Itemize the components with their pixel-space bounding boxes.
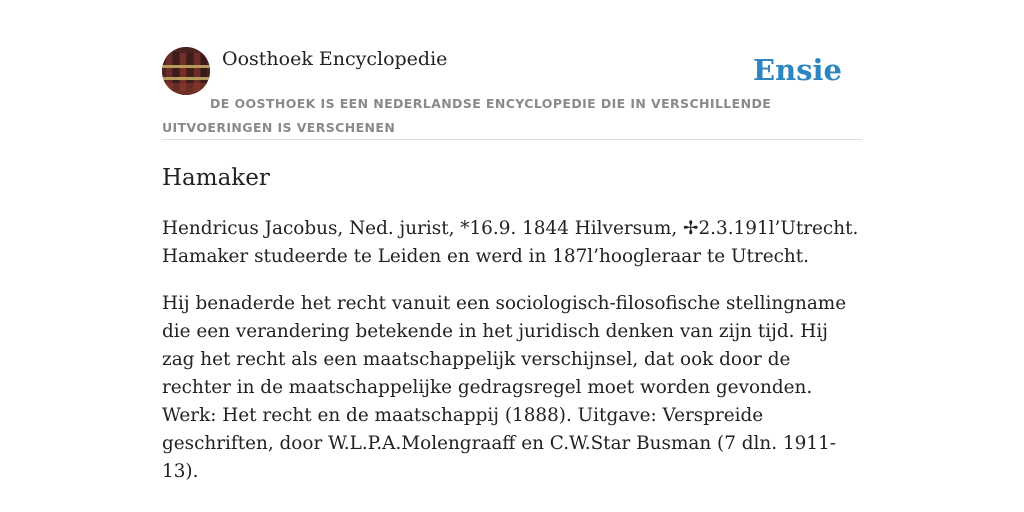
header-divider xyxy=(162,139,862,140)
article xyxy=(162,162,862,486)
site-title[interactable]: Oosthoek Encyclopedie xyxy=(222,48,448,70)
entry-title: Hamaker xyxy=(162,165,270,191)
article-paragraph: Hendricus Jacobus, Ned. jurist, *16.9. 1844 Hilversum, ✢2.3.191l’Utrecht. Hamaker studeerde te Leiden en werd in 187l’hoogleraar te Utrecht. xyxy=(162,218,859,267)
brand-logo[interactable]: Ensie xyxy=(753,53,842,87)
site-tagline: DE OOSTHOEK IS EEN NEDERLANDSE ENCYCLOPEDIE DIE IN VERSCHILLENDE UITVOERINGEN IS VERSCHENEN xyxy=(162,96,772,135)
article-paragraph: Hij benaderde het recht vanuit een sociologisch-filosofische stellingname die een verandering betekende in het juridisch denken van zijn tijd. Hij zag het recht als een maatschappelijk verschijnsel, dat ook door de rechter in de maatschappelijke gedragsregel moet worden gevonden. Werk: Het recht en de maatschappij (1888). Uitgave: Verspreide geschriften, door W.L.P.A.Molengraaff en C.W.Star Busman (7 dln. 1911-13). xyxy=(162,293,847,482)
site-header xyxy=(162,46,862,140)
encyclopedia-books-icon[interactable] xyxy=(162,47,210,95)
